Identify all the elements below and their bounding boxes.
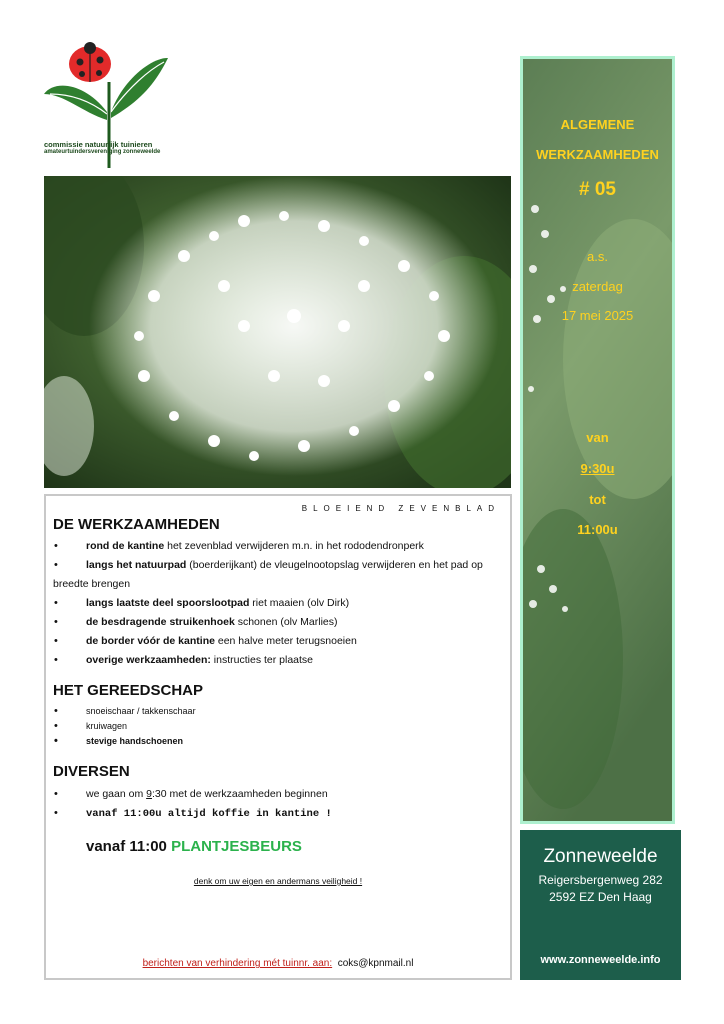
start-time: 9:30u — [580, 461, 615, 476]
activity-info-box — [44, 494, 512, 980]
end-time: 11:00u — [577, 522, 618, 537]
address-box — [520, 830, 681, 980]
website-link[interactable]: www.zonneweelde.info — [540, 954, 661, 966]
contact-line — [46, 958, 510, 969]
as-label: a.s. — [587, 249, 608, 264]
postal-city: 2592 EZ Den Haag — [549, 890, 652, 904]
list-item: • overige werkzaamheden: instructies ter plaatse — [53, 651, 503, 670]
list-item: • we gaan om 9:30 met de werkzaamheden beginnen — [53, 785, 503, 804]
list-item: • de besdragende struikenhoek schonen (olv Marlies) — [53, 613, 503, 632]
event-date: 17 mei 2025 — [561, 308, 634, 323]
werkzaamheden-list — [53, 537, 503, 670]
gereedschap-list — [53, 704, 503, 749]
heading-werkzaamheden: DE WERKZAAMHEDEN — [53, 516, 220, 533]
edition-number: # 05 — [579, 179, 616, 200]
list-item: • langs laatste deel spoorslootpad riet maaien (olv Dirk) — [53, 594, 503, 613]
plantjesbeurs-announcement: vanaf 11:00 PLANTJESBEURS — [86, 838, 302, 855]
from-label: van — [586, 430, 609, 445]
list-item: • rond de kantine het zevenblad verwijderen m.n. in het rododendronperk — [53, 537, 503, 556]
list-item: • kruiwagen — [53, 719, 503, 734]
sidebar-title-1: ALGEMENE — [560, 117, 635, 132]
heading-gereedschap: HET GEREEDSCHAP — [53, 682, 204, 699]
list-item: • de border vóór de kantine een halve meter terugsnoeien — [53, 632, 503, 651]
contact-email[interactable]: coks@kpnmail.nl — [337, 958, 414, 969]
photo-caption: BLOEIEND ZEVENBLAD — [301, 504, 500, 513]
list-item: • vanaf 11:00u altijd koffie in kantine ! — [53, 804, 503, 824]
logo-subtitle: amateurtuindersvereniging zonneweelde — [44, 149, 161, 155]
organization-name: Zonneweelde — [543, 846, 658, 867]
day-label: zaterdag — [572, 279, 623, 294]
event-sidebar — [520, 56, 675, 824]
flower-photo — [44, 176, 511, 488]
safety-note: denk om uw eigen en andermans veiligheid ! — [193, 876, 363, 886]
street-address: Reigersbergenweg 282 — [538, 873, 663, 887]
diversen-list — [53, 785, 503, 824]
heading-diversen: DIVERSEN — [53, 763, 130, 780]
list-item: • snoeischaar / takkenschaar — [53, 704, 503, 719]
list-item: • langs het natuurpad (boerderijkant) de vleugelnootopslag verwijderen en het pad op breedte brengen — [53, 556, 503, 594]
logo-title: commissie natuurlijk tuinieren — [44, 140, 153, 149]
sidebar-title-2: WERKZAAMHEDEN — [536, 147, 659, 162]
contact-label: berichten van verhindering mét tuinnr. aan: — [142, 958, 333, 969]
to-label: tot — [589, 492, 606, 507]
list-item: • stevige handschoenen — [53, 734, 503, 749]
